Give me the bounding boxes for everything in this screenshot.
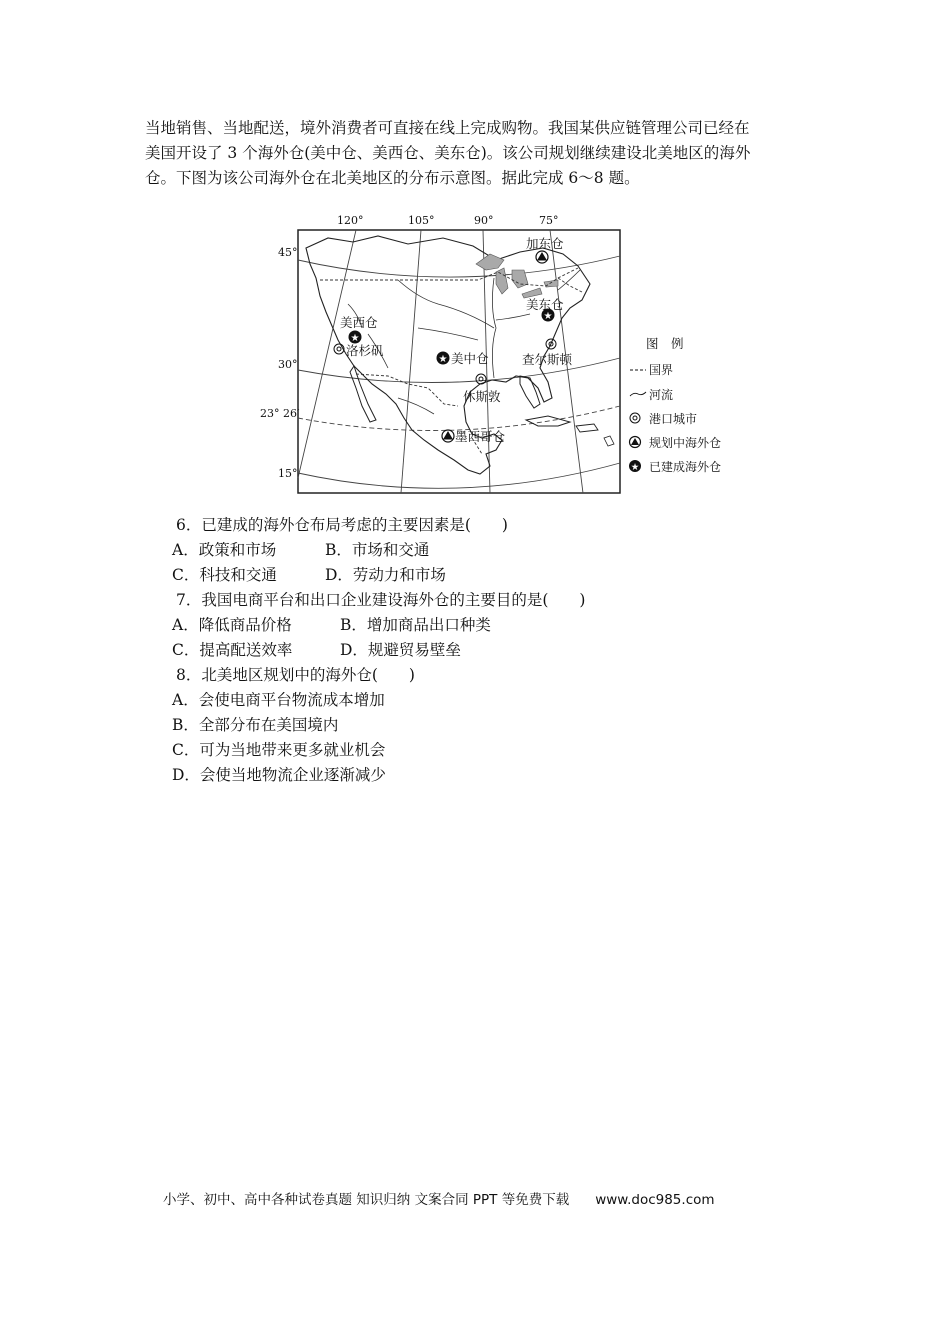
- intro-line: 当地销售、当地配送，境外消费者可直接在线上完成购物。我国某供应链管理公司已经在: [145, 119, 750, 137]
- svg-text:★: ★: [438, 354, 448, 365]
- question-stem: 8．北美地区规划中的海外仓( ): [176, 666, 415, 684]
- option-a: A．政策和市场: [172, 541, 277, 559]
- option-d: D．规避贸易壁垒: [339, 641, 461, 659]
- option-row: [172, 538, 796, 563]
- page-footer: [163, 1188, 803, 1208]
- question-stem: 7．我国电商平台和出口企业建设海外仓的主要目的是( ): [176, 591, 586, 609]
- lon-label: 75°: [539, 214, 559, 227]
- question-stem: 6．已建成的海外仓布局考虑的主要因素是( ): [176, 516, 508, 534]
- option-c: C．科技和交通: [172, 566, 277, 584]
- lat-label: 15°: [278, 467, 298, 480]
- footer-site-link[interactable]: www.doc985.com: [595, 1192, 715, 1208]
- label-xiusidun: 休斯敦: [463, 389, 501, 404]
- legend-port-label: 港口城市: [649, 412, 698, 426]
- option-a: A．降低商品价格: [172, 616, 292, 634]
- label-meizhong: 美中仓: [451, 351, 489, 366]
- warehouse-map: [258, 208, 728, 500]
- label-jiadong: 加东仓: [526, 236, 564, 251]
- legend-border-label: 国界: [649, 363, 674, 377]
- intro-paragraph: [145, 116, 813, 191]
- warehouse-map-figure: [258, 208, 728, 500]
- legend-river-label: 河流: [649, 388, 674, 402]
- label-luoshanji: 洛杉矶: [346, 343, 384, 358]
- label-moxige: 墨西哥仓: [455, 429, 506, 444]
- lon-label: 90°: [474, 214, 494, 227]
- legend-planned-label: 规划中海外仓: [649, 436, 722, 450]
- intro-line: 仓。下图为该公司海外仓在北美地区的分布示意图。据此完成 6～8 题。: [145, 169, 640, 187]
- lat-label: 23° 26′: [260, 407, 300, 420]
- question-6: [172, 513, 796, 588]
- svg-text:★: ★: [543, 311, 553, 322]
- lat-label: 30°: [278, 358, 298, 371]
- intro-line: 美国开设了 3 个海外仓(美中仓、美西仓、美东仓)。该公司规划继续建设北美地区的海外: [145, 144, 751, 162]
- option-b: B．增加商品出口种类: [339, 616, 491, 634]
- map-legend: [629, 336, 721, 474]
- longitude-labels: [337, 214, 559, 227]
- question-8: [172, 663, 796, 788]
- legend-port-symbol: [630, 413, 640, 423]
- label-meixi: 美西仓: [340, 315, 378, 330]
- question-7: [172, 588, 796, 663]
- legend-river-symbol: [630, 392, 646, 396]
- option-row: [172, 563, 796, 588]
- option-d: D．会使当地物流企业逐渐减少: [172, 766, 386, 784]
- label-chaersidun: 查尔斯顿: [522, 352, 573, 367]
- legend-title: 图 例: [646, 336, 684, 351]
- question-list: [172, 513, 796, 788]
- option-d: D．劳动力和市场: [324, 566, 446, 584]
- svg-text:★: ★: [630, 462, 640, 473]
- lon-label: 120°: [337, 214, 364, 227]
- lon-label: 105°: [408, 214, 435, 227]
- lat-label: 45°: [278, 246, 298, 259]
- option-b: B．全部分布在美国境内: [172, 716, 339, 734]
- svg-text:★: ★: [350, 333, 360, 344]
- latitude-labels: [260, 246, 300, 480]
- option-row: [172, 638, 796, 663]
- footer-text: 小学、初中、高中各种试卷真题 知识归纳 文案合同 PPT 等免费下载: [163, 1192, 570, 1208]
- legend-built-label: 已建成海外仓: [649, 460, 722, 474]
- label-meidong: 美东仓: [526, 297, 564, 312]
- option-b: B．市场和交通: [324, 541, 430, 559]
- option-row: [172, 613, 796, 638]
- option-c: C．可为当地带来更多就业机会: [172, 741, 386, 759]
- option-a: A．会使电商平台物流成本增加: [172, 691, 385, 709]
- option-c: C．提高配送效率: [172, 641, 293, 659]
